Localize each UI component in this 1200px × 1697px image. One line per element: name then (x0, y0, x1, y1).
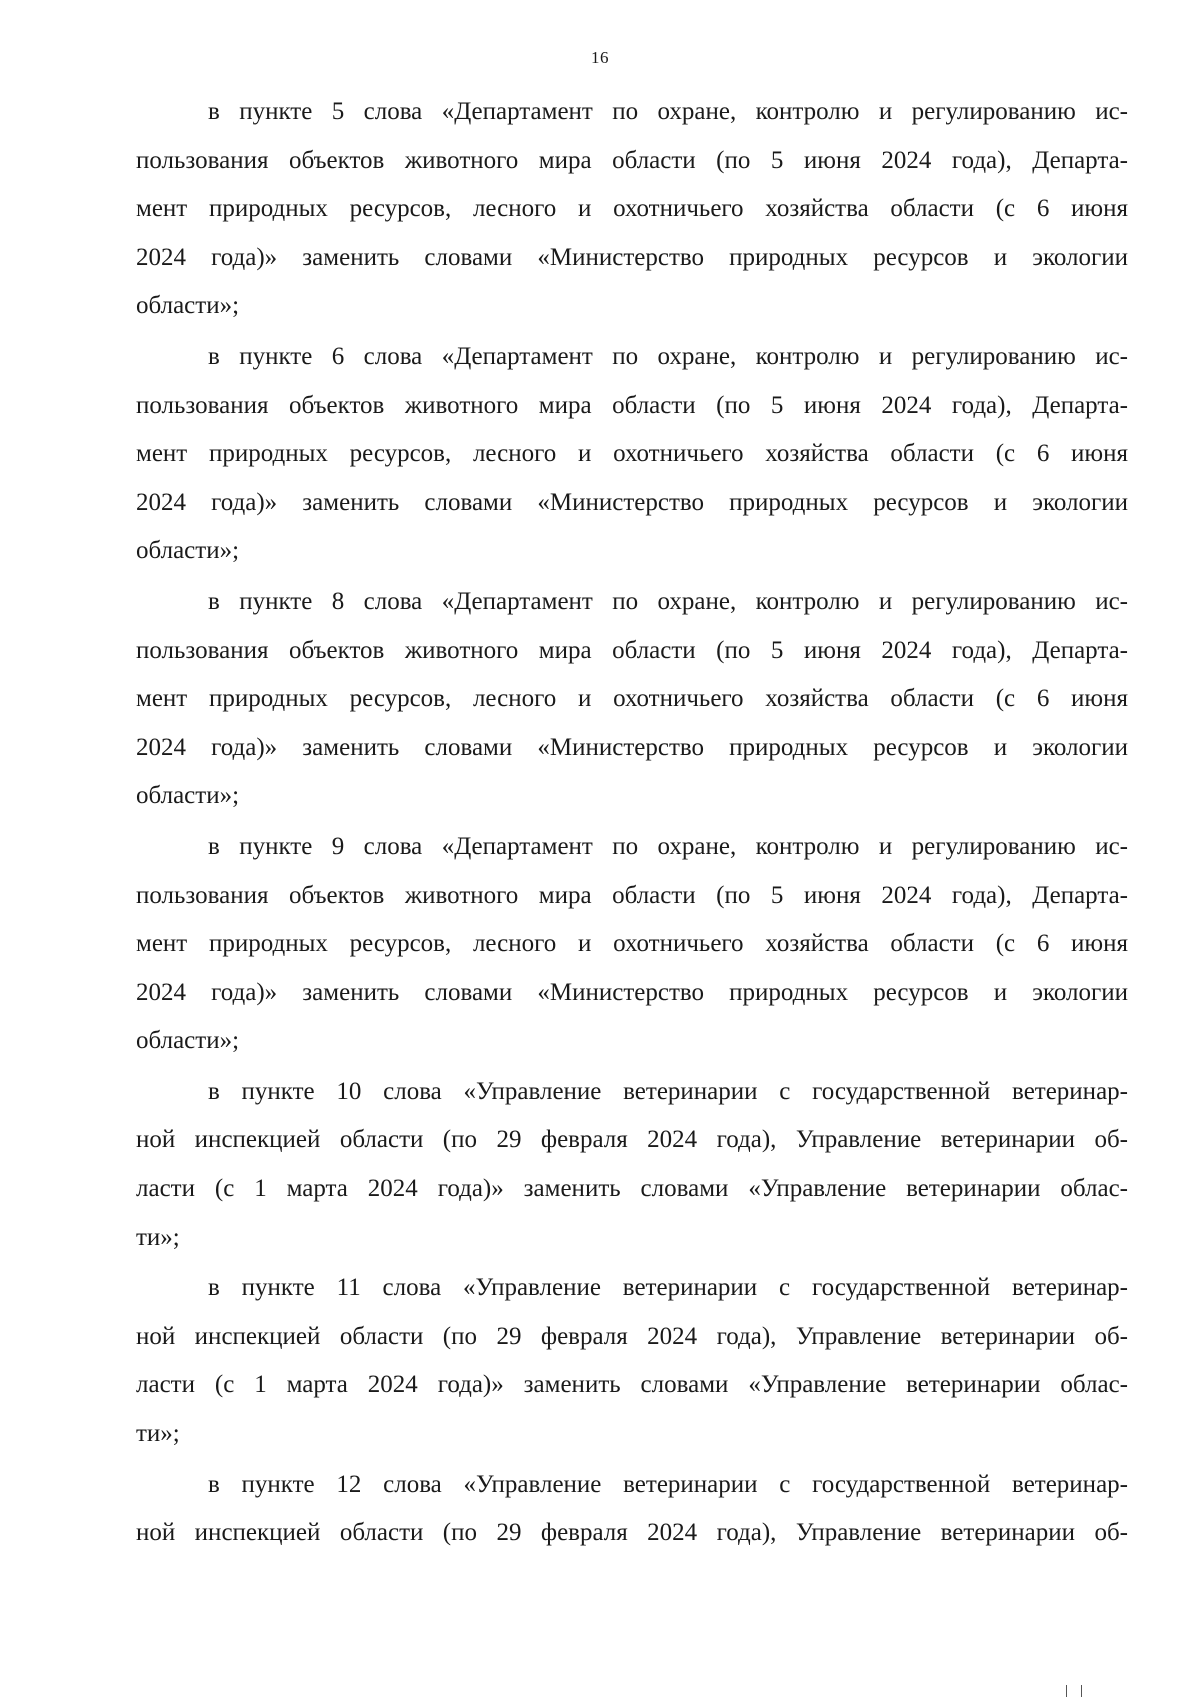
text-line: ной инспекцией области (по 29 февраля 2024 года), Управление ветеринарии об- (136, 1126, 1128, 1154)
text-line: пользования объектов животного мира области (по 5 июня 2024 года), Департа- (136, 881, 1128, 909)
text-line: в пункте 11 слова «Управление ветеринарии с государственной ветеринар- (208, 1274, 1128, 1302)
document-body (136, 88, 1128, 1560)
text-line: в пункте 9 слова «Департамент по охране, контролю и регулированию ис- (208, 832, 1128, 860)
text-line: ласти (с 1 марта 2024 года)» заменить словами «Управление ветеринарии облас- (136, 1371, 1128, 1399)
text-line: мент природных ресурсов, лесного и охотничьего хозяйства области (с 6 июня (136, 930, 1128, 958)
paragraph-item-10 (136, 1068, 1128, 1262)
paragraph-item-12 (136, 1461, 1128, 1558)
text-line: области»; (136, 782, 240, 810)
page-number: 16 (591, 48, 609, 67)
text-line: области»; (136, 292, 240, 320)
text-line: 2024 года)» заменить словами «Министерство природных ресурсов и экологии (136, 978, 1128, 1006)
paragraph-item-8 (136, 578, 1128, 821)
text-line: пользования объектов животного мира области (по 5 июня 2024 года), Департа- (136, 636, 1128, 664)
paragraph-item-11 (136, 1264, 1128, 1458)
text-line: области»; (136, 1027, 240, 1055)
text-line: пользования объектов животного мира области (по 5 июня 2024 года), Департа- (136, 391, 1128, 419)
text-line: области»; (136, 537, 240, 565)
text-line: в пункте 6 слова «Департамент по охране, контролю и регулированию ис- (208, 342, 1128, 370)
text-line: 2024 года)» заменить словами «Министерство природных ресурсов и экологии (136, 488, 1128, 516)
text-line: мент природных ресурсов, лесного и охотничьего хозяйства области (с 6 июня (136, 440, 1128, 468)
text-line: ласти (с 1 марта 2024 года)» заменить словами «Управление ветеринарии облас- (136, 1175, 1128, 1203)
text-line: 2024 года)» заменить словами «Министерство природных ресурсов и экологии (136, 733, 1128, 761)
paragraph-item-6 (136, 333, 1128, 576)
text-line: мент природных ресурсов, лесного и охотничьего хозяйства области (с 6 июня (136, 195, 1128, 223)
text-line: в пункте 12 слова «Управление ветеринарии с государственной ветеринар- (208, 1470, 1128, 1498)
text-line: в пункте 8 слова «Департамент по охране, контролю и регулированию ис- (208, 587, 1128, 615)
text-line: пользования объектов животного мира области (по 5 июня 2024 года), Департа- (136, 146, 1128, 174)
text-line: ной инспекцией области (по 29 февраля 2024 года), Управление ветеринарии об- (136, 1322, 1128, 1350)
text-line: ти»; (136, 1420, 180, 1448)
text-line: ти»; (136, 1223, 180, 1251)
text-line: мент природных ресурсов, лесного и охотничьего хозяйства области (с 6 июня (136, 685, 1128, 713)
text-line: ной инспекцией области (по 29 февраля 2024 года), Управление ветеринарии об- (136, 1519, 1128, 1547)
text-line: в пункте 10 слова «Управление ветеринарии с государственной ветеринар- (208, 1077, 1128, 1105)
paragraph-item-9 (136, 823, 1128, 1066)
text-line: в пункте 5 слова «Департамент по охране, контролю и регулированию ис- (208, 98, 1128, 125)
paragraph-item-5 (136, 88, 1128, 331)
scan-artifact-mark (1066, 1685, 1082, 1697)
text-line: 2024 года)» заменить словами «Министерство природных ресурсов и экологии (136, 243, 1128, 271)
